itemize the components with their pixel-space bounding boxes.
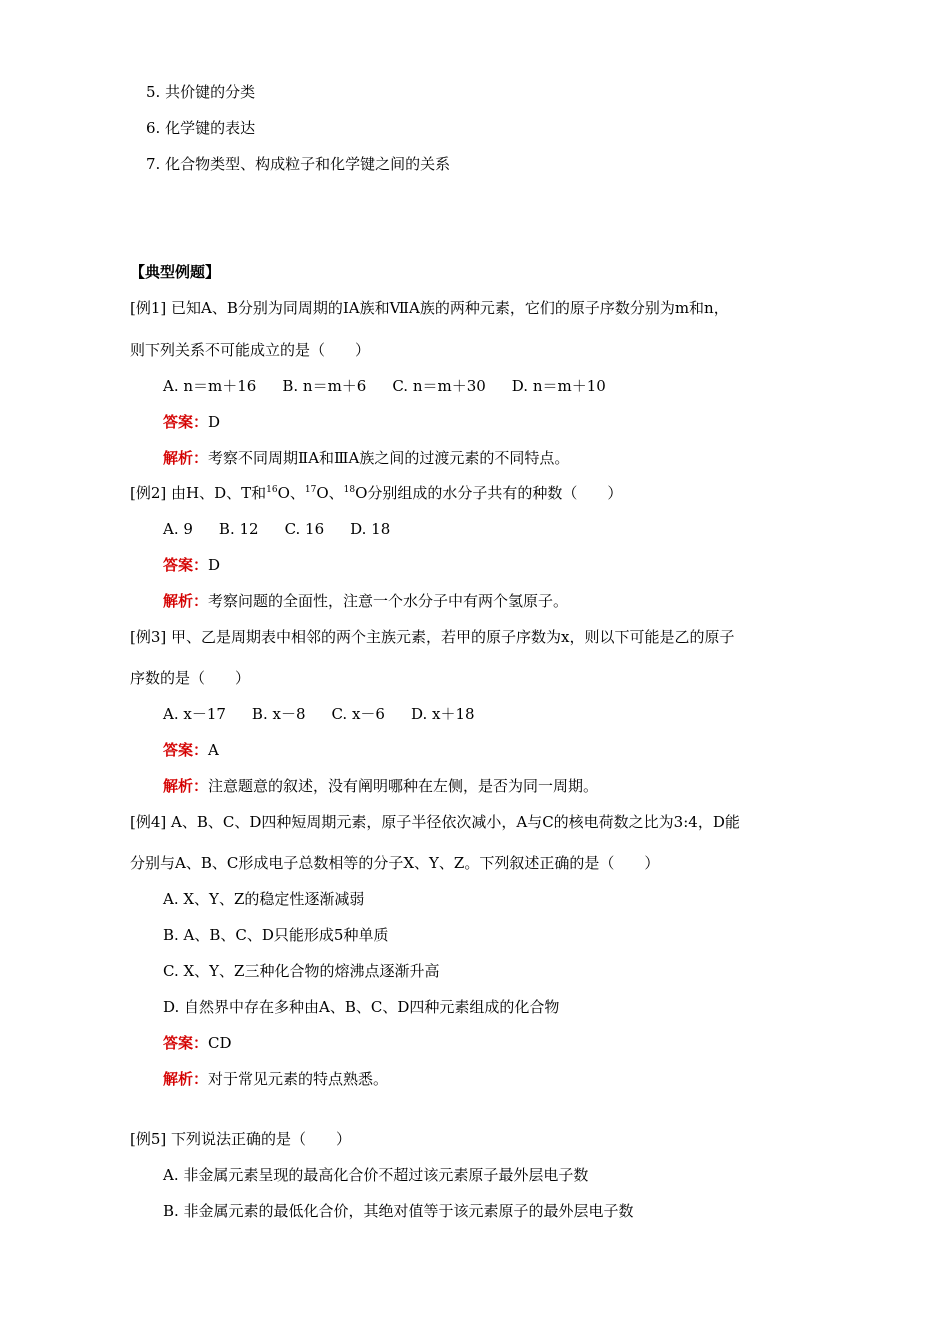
example-2-question-part: [例2] 由H、D、T和: [130, 484, 267, 502]
analysis-text: 注意题意的叙述，没有阐明哪种在左侧，是否为同一周期。: [208, 777, 599, 795]
analysis-label: 解析：: [163, 777, 209, 795]
outline-item-4: 6. 化学键的表达: [146, 119, 256, 137]
answer-value: D: [208, 413, 221, 431]
isotope-mass-17: 17: [304, 485, 317, 495]
example-1-answer: [163, 412, 220, 432]
example-2-question: [130, 483, 622, 503]
answer-value: CD: [208, 1034, 232, 1052]
analysis-label: 解析：: [163, 449, 209, 467]
example-3-question-line-1: [例3] 甲、乙是周期表中相邻的两个主族元素，若甲的原子序数为x，则以下可能是乙的原子: [130, 628, 735, 646]
answer-value: D: [208, 556, 221, 574]
example-3-option-a: A. x－17: [163, 705, 226, 723]
example-4-question-line-1: [例4] A、B、C、D四种短周期元素，原子半径依次减小，A与C的核电荷数之比为3:4，D能: [130, 813, 740, 831]
example-4-option-c: C. X、Y、Z三种化合物的熔沸点逐渐升高: [163, 962, 440, 980]
example-5-option-b: B. 非金属元素的最低化合价，其绝对值等于该元素原子的最外层电子数: [163, 1202, 634, 1220]
example-3-option-d: D. x＋18: [410, 705, 475, 723]
example-5-option-a: A. 非金属元素呈现的最高化合价不超过该元素原子最外层电子数: [163, 1166, 589, 1184]
example-4-answer: [163, 1033, 232, 1053]
example-4-option-a: A. X、Y、Z的稳定性逐渐减弱: [163, 890, 365, 908]
example-3-analysis: [163, 776, 598, 796]
example-3-option-b: B. x－8: [251, 705, 306, 723]
answer-value: A: [208, 741, 219, 759]
example-1-options: [163, 376, 606, 396]
example-1-question-line-2: 则下列关系不可能成立的是（ ）: [130, 341, 371, 359]
outline-item-3: 5. 共价键的分类: [146, 83, 256, 101]
analysis-text: 对于常见元素的特点熟悉。: [208, 1070, 389, 1088]
example-2-question-part: O、: [277, 484, 305, 502]
example-2-question-part: O、: [316, 484, 344, 502]
analysis-text: 考察问题的全面性，注意一个水分子中有两个氢原子。: [208, 592, 569, 610]
example-3-question-line-2: 序数的是（ ）: [130, 669, 251, 687]
example-4-option-b: B. A、B、C、D只能形成5种单质: [163, 926, 389, 944]
example-2-option-d: D. 18: [350, 520, 391, 538]
example-1-option-b: B. n＝m＋6: [282, 377, 367, 395]
example-2-option-a: A. 9: [163, 520, 193, 538]
isotope-mass-16: 16: [266, 485, 278, 495]
example-4-question-line-2: 分别与A、B、C形成电子总数相等的分子X、Y、Z。下列叙述正确的是（ ）: [130, 854, 660, 872]
example-2-question-part: O分别组成的水分子共有的种数（ ）: [355, 484, 623, 502]
example-2-answer: [163, 555, 220, 575]
analysis-label: 解析：: [163, 1070, 209, 1088]
example-3-options: [163, 704, 475, 724]
example-2-options: [163, 519, 390, 539]
answer-label: 答案：: [163, 556, 209, 574]
section-heading: 【典型例题】: [130, 263, 221, 281]
example-3-answer: [163, 740, 219, 760]
answer-label: 答案：: [163, 413, 209, 431]
outline-item-5: 7. 化合物类型、构成粒子和化学键之间的关系: [146, 155, 451, 173]
isotope-mass-18: 18: [343, 485, 356, 495]
example-2-option-c: C. 16: [284, 520, 325, 538]
example-2-analysis: [163, 591, 568, 611]
example-1-option-d: D. n＝m＋10: [511, 377, 606, 395]
example-1-option-c: C. n＝m＋30: [392, 377, 486, 395]
example-1-analysis: [163, 448, 569, 468]
example-2-option-b: B. 12: [218, 520, 259, 538]
example-5-question: [例5] 下列说法正确的是（ ）: [130, 1130, 352, 1148]
example-4-option-d: D. 自然界中存在多种由A、B、C、D四种元素组成的化合物: [163, 998, 560, 1016]
example-1-question-line-1: [例1] 已知A、B分别为同周期的ⅠA族和ⅦA族的两种元素，它们的原子序数分别为m和n，: [130, 299, 729, 317]
analysis-text: 考察不同周期ⅡA和ⅢA族之间的过渡元素的不同特点。: [208, 449, 570, 467]
example-4-analysis: [163, 1069, 388, 1089]
answer-label: 答案：: [163, 1034, 209, 1052]
analysis-label: 解析：: [163, 592, 209, 610]
answer-label: 答案：: [163, 741, 209, 759]
example-1-option-a: A. n＝m＋16: [163, 377, 257, 395]
example-3-option-c: C. x－6: [331, 705, 385, 723]
